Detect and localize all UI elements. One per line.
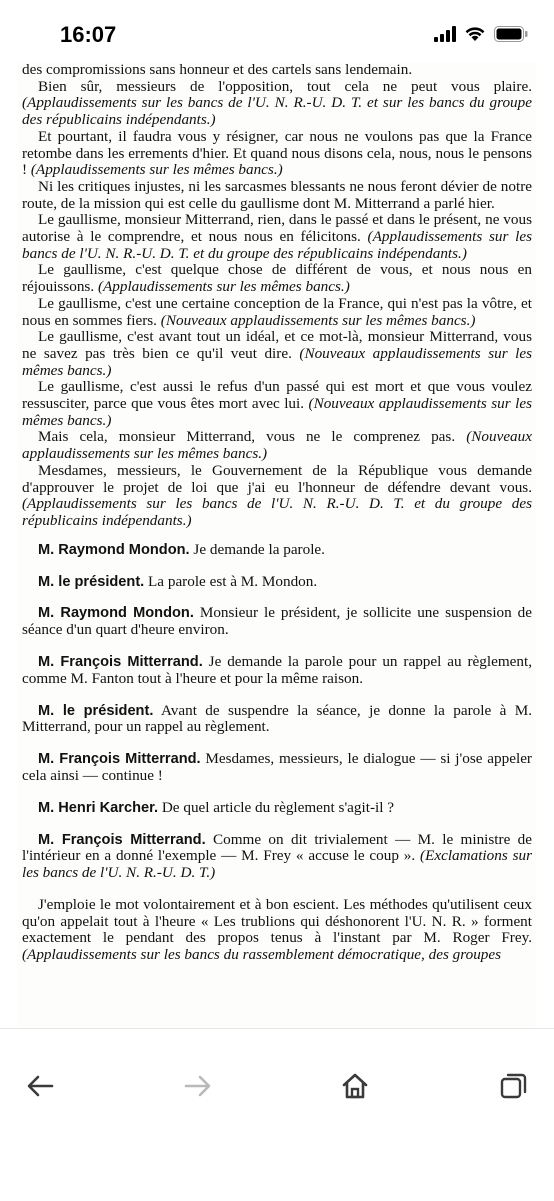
speech-text: Monsieur le président, je sollicite une suspension de séance d'un quart d'heure environ. xyxy=(22,604,532,639)
speaker-name: M. Raymond Mondon. xyxy=(38,541,190,558)
applause-note: (Applaudissements sur les mêmes bancs.) xyxy=(30,161,283,179)
paragraph xyxy=(18,379,536,429)
speech-text: La parole est à M. Mondon. xyxy=(148,572,318,590)
paragraph xyxy=(18,463,536,530)
speech-entry xyxy=(18,654,536,687)
status-bar xyxy=(0,0,554,62)
speech-list xyxy=(18,542,536,882)
applause-note: (Nouveaux applaudissements sur les mêmes bancs.) xyxy=(22,428,532,463)
scanned-document xyxy=(18,62,536,1028)
battery-icon xyxy=(494,26,528,42)
speech-text: De quel article du règlement s'agit-il ? xyxy=(161,798,394,816)
speech-entry xyxy=(18,800,536,817)
paragraph xyxy=(18,296,536,329)
paragraph xyxy=(18,79,536,129)
speech-text: Avant de suspendre la séance, je donne la parole à M. Mitterrand, pour un rappel au règlement. xyxy=(22,701,532,736)
applause-note: (Applaudissements sur les bancs de l'U. N. R.-U. D. T. et sur les bancs du groupe des républicains indépendants.) xyxy=(22,94,532,129)
paragraph-text: Le gaullisme, c'est quelque chose de différent de vous, et nous nous en réjouissons. xyxy=(22,261,532,296)
paragraph xyxy=(18,129,536,179)
speaker-name: M. le président. xyxy=(38,702,154,719)
paragraph-text: des compromissions sans honneur et des cartels sans lendemain. xyxy=(22,62,413,78)
forward-button[interactable] xyxy=(176,1064,220,1108)
speech-text: Mesdames, messieurs, le dialogue — si j'ose appeler cela ainsi — continue ! xyxy=(22,750,532,784)
back-arrow-icon xyxy=(26,1074,54,1098)
speech-entry xyxy=(18,832,536,882)
paragraph-text: Bien sûr, messieurs de l'opposition, tout cela ne peut vous plaire. xyxy=(38,77,532,95)
paragraph xyxy=(18,179,536,212)
paragraph-text: Mesdames, messieurs, le Gouvernement de la République vous demande d'approuver le projet de loi que j'ai eu l'honneur de défendre devant vous. xyxy=(22,461,532,496)
paragraph xyxy=(18,329,536,379)
speech-entry xyxy=(18,574,536,591)
applause-note: (Applaudissements sur les mêmes bancs.) xyxy=(97,278,350,296)
speech-text: Je demande la parole. xyxy=(193,540,325,558)
paragraph-list xyxy=(18,62,536,530)
paragraph-text: Mais cela, monsieur Mitterrand, vous ne le comprenez pas. xyxy=(38,428,456,446)
speech-entry xyxy=(18,605,536,638)
wifi-icon xyxy=(464,26,486,42)
tabs-button[interactable] xyxy=(492,1064,536,1108)
browser-toolbar xyxy=(0,1028,554,1201)
paragraph-text: Le gaullisme, c'est une certaine conception de la France, qui n'est pas la vôtre, et nous en sommes fiers. xyxy=(22,294,532,329)
paragraph xyxy=(18,262,536,295)
applause-note: (Applaudissements sur les bancs de l'U. N. R.-U. D. T. et du groupe des républicains indépendants.) xyxy=(22,495,532,529)
forward-arrow-icon xyxy=(184,1074,212,1098)
speaker-name: M. François Mitterrand. xyxy=(38,654,203,671)
tabs-icon xyxy=(499,1071,529,1101)
speaker-name: M. Henri Karcher. xyxy=(38,799,159,816)
paragraph xyxy=(18,212,536,262)
speaker-name: M. François Mitterrand. xyxy=(38,751,201,768)
back-button[interactable] xyxy=(18,1064,62,1108)
speaker-name: M. le président. xyxy=(38,573,145,590)
home-icon xyxy=(341,1072,369,1100)
speech-entry xyxy=(18,751,536,784)
speaker-name: M. François Mitterrand. xyxy=(38,831,206,848)
paragraph-text: Le gaullisme, c'est avant tout un idéal, et ce mot-là, monsieur Mitterrand, vous ne savez pas très bien ce qu'il veut dire. xyxy=(22,328,532,362)
final-paragraph-text: J'emploie le mot volontairement et à bon escient. Les méthodes qu'utilisent ceux qu'on appelait tout à l'heure « Les trublions qui déshonorent l'U. N. R. » forment exactement le pendant des propos tenus à l'instant par M. Roger Frey. xyxy=(22,896,532,947)
speaker-name: M. Raymond Mondon. xyxy=(38,605,194,622)
applause-note: (Applaudissements sur les bancs de l'U. N. R.-U. D. T. et du groupe des républicains indépendants.) xyxy=(22,228,533,262)
home-button[interactable] xyxy=(333,1064,377,1108)
final-paragraph-note: (Applaudissements sur les bancs du rassemblement démocratique, des groupes xyxy=(22,946,502,964)
applause-note: (Nouveaux applaudissements sur les mêmes bancs.) xyxy=(160,311,476,329)
speech-entry xyxy=(18,703,536,736)
applause-note: (Nouveaux applaudissements sur les mêmes bancs.) xyxy=(22,395,532,429)
paragraph xyxy=(18,429,536,462)
cellular-signal-icon xyxy=(434,26,456,42)
paragraph-text: Le gaullisme, c'est aussi le refus d'un passé qui est mort et que vous voulez ressusciter, parce que vous êtes mort avec lui. xyxy=(22,378,532,413)
exclamation-note: (Exclamations sur les bancs de l'U. N. R.-U. D. T.) xyxy=(22,847,532,882)
paragraph-text: Et pourtant, il faudra vous y résigner, car nous ne voulons pas que la France retombe dans les errements d'hier. Et quand nous disons cela, nous, nous le pensons ! xyxy=(22,127,532,179)
speech-text: Je demande la parole pour un rappel au règlement, comme M. Fanton tout à l'heure et pour la même raison. xyxy=(22,653,533,687)
status-icons xyxy=(434,26,528,42)
applause-note: (Nouveaux applaudissements sur les mêmes bancs.) xyxy=(22,344,532,379)
speech-entry xyxy=(18,542,536,559)
status-time: 16:07 xyxy=(60,22,117,47)
paragraph-text: Le gaullisme, monsieur Mitterrand, rien, dans le passé et dans le présent, ne vous autorise à le comprendre, et nous nous en félicitons. xyxy=(22,211,532,246)
paragraph xyxy=(18,62,536,79)
paragraph-text: Ni les critiques injustes, ni les sarcasmes blessants ne nous feront dévier de notre route, de la mission qui est celle du gaullisme dont M. Mitterrand a parlé hier. xyxy=(22,177,532,212)
speech-text: Comme on dit trivialement — M. le ministre de l'intérieur en a donné l'exemple — M. Frey « accuse le coup ». xyxy=(22,830,532,865)
final-paragraph xyxy=(18,897,536,964)
